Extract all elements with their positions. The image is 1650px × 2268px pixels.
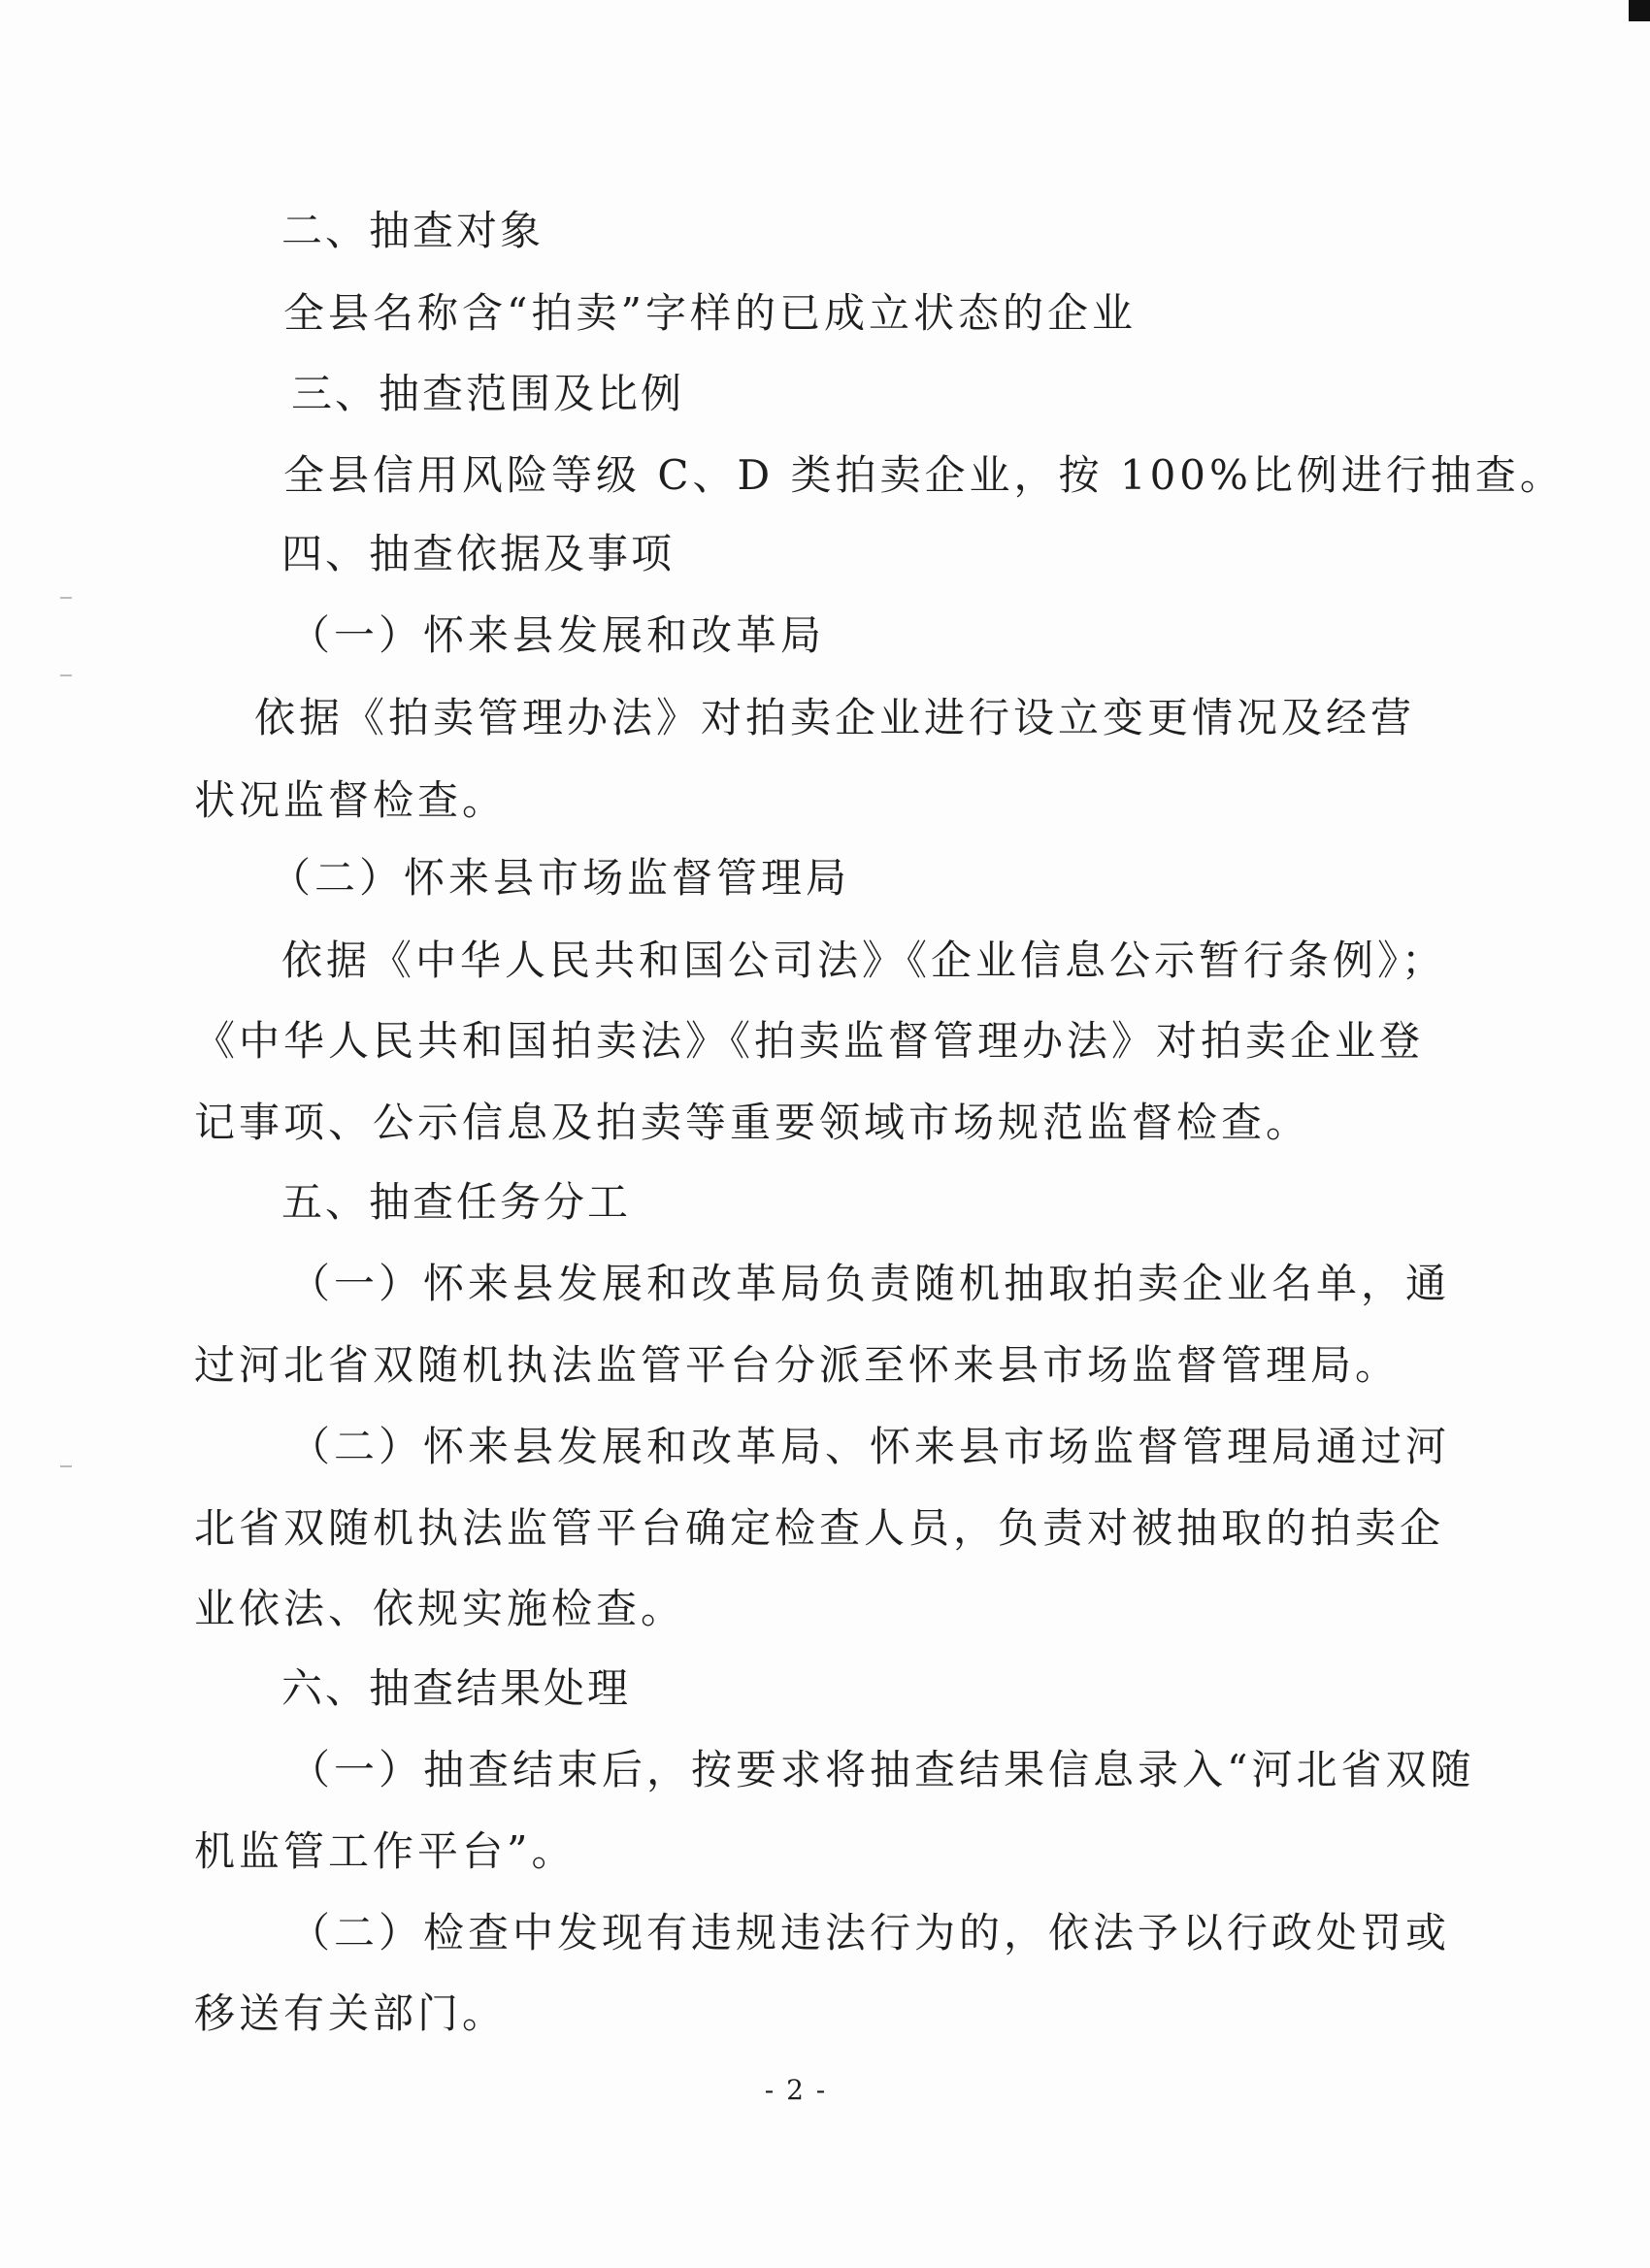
paragraph-line: 依据《中华人民共和国公司法》《企业信息公示暂行条例》； [281,937,1447,984]
paragraph-line: 全县信用风险等级 C、D 类拍卖企业，按 100%比例进行抽查。 [283,451,1565,499]
section-heading: 四、抽查依据及事项 [281,530,676,577]
paragraph-line: 状况监督检查。 [194,776,508,824]
paragraph-line: 北省双随机执法监管平台确定检查人员，负责对被抽取的拍卖企 [194,1504,1445,1552]
paragraph-line: （一）抽查结束后，按要求将抽查结果信息录入“河北省双随 [289,1746,1475,1793]
paragraph-line: 记事项、公示信息及拍卖等重要领域市场规范监督检查。 [194,1099,1311,1146]
subsection-heading: （一）怀来县发展和改革局 [289,611,826,659]
paragraph-line: （二）怀来县发展和改革局、怀来县市场监督管理局通过河 [289,1423,1451,1470]
scan-corner-mark [1629,0,1650,21]
paragraph-line: 全县名称含“拍卖”字样的已成立状态的企业 [283,289,1137,337]
paragraph-line: 依据《拍卖管理办法》对拍卖企业进行设立变更情况及经营 [254,694,1416,741]
section-heading: 三、抽查范围及比例 [291,370,685,417]
paragraph-line: 业依法、依规实施检查。 [194,1585,686,1632]
scan-speck [60,674,72,676]
paragraph-line: （一）怀来县发展和改革局负责随机抽取拍卖企业名单，通 [289,1260,1451,1307]
page-number: - 2 - [764,2074,828,2106]
paragraph-line: 过河北省双随机执法监管平台分派至怀来县市场监督管理局。 [194,1341,1401,1389]
section-heading: 五、抽查任务分工 [281,1178,632,1226]
scan-speck [60,597,72,599]
paragraph-line: 机监管工作平台”。 [194,1827,577,1875]
scan-speck [60,1465,72,1467]
paragraph-line: 移送有关部门。 [194,1989,508,2037]
subsection-heading: （二）怀来县市场监督管理局 [270,854,851,902]
section-heading: 六、抽查结果处理 [281,1664,632,1712]
paragraph-line: （二）检查中发现有违规违法行为的，依法予以行政处罚或 [289,1909,1451,1956]
section-heading: 二、抽查对象 [281,207,544,254]
paragraph-line: 《中华人民共和国拍卖法》《拍卖监督管理办法》对拍卖企业登 [194,1017,1425,1065]
